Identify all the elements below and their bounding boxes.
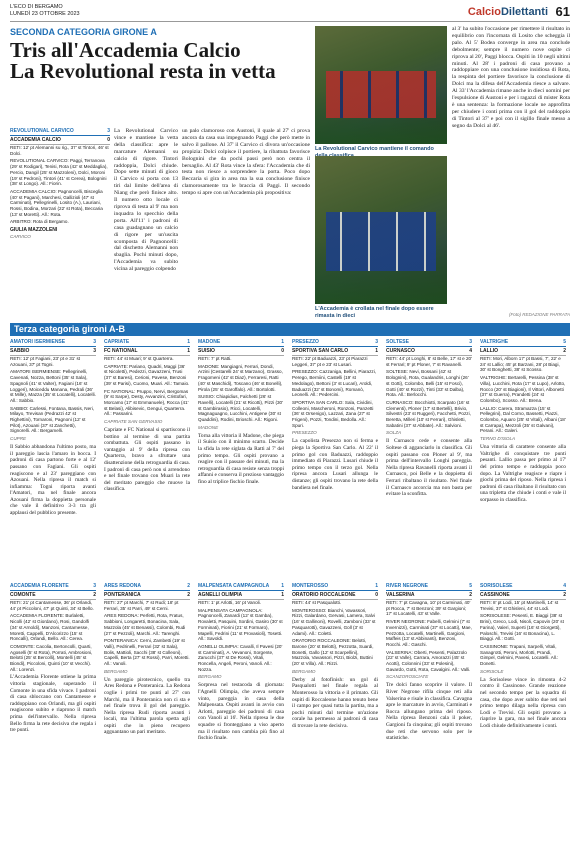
lineup-away: ORATORIO ROCCALEONE: Belotti, Barone (20' st Belotti), Pezzotta, Suardi, Bonetti, Gallo (12' st Scarpellini), Mazzola, Vavassori, Pizzi, Biolzi, Buttini (20' st Villa). All.: Rizzi. [292,638,374,667]
place: CAPRIATE SAN GERVASIO [104,419,163,425]
lineup-home: SORISOLESE: Pesenti, E. Biaggi (38' st Brini), Greco, Lodi, Nisoli, Capovin (20' st Farina), Valeri, Superti (16' st Giorgetti), Paloschi, Trevisi (16' st Bonacina), L. Biaggi. All.: Gotti. [480,613,564,642]
lineup-away: COMONTE: Cacolia, Bertoncolli, Quarti, Agoselli (5' st Rota), Porrati, Ambrosioni, Belotti (25' st Bercolli), Montelli (45' st Biondi), Piccoloni, Quinti (10' st Vecchi). All.: Lorenzi. [10,643,93,672]
score-home: RIVER NEGRONE 5 [386,583,472,589]
match-column [104,583,190,845]
lineup-home: SOLTESE: Nevi, Bossani (42' st Bolognini), Rota, Gualandris, Longhi (26' st Gotti), Colombo, Belli (15' st Fosci), Gotti (40' st Rozzi), Tinti (33' st Dalba), Rota. All.: Berlocchi. [386,369,469,398]
score-away: SPORTIVA SAN CARLO 1 [292,348,378,354]
photo-caption-1: La Revolutional Carvico mantiene il comando [315,146,434,152]
lineup-away: LALLIO: Carera, Stramazza (15' st Pellegrini), Dal Corno, Bassetti, Piazzi, Colombo, Aquaro (25' st Vitali), Albani (18' st Carrapa), Mezzoli (35' st Galvani), Perani. All.: Galeri. [480,405,566,434]
score-home: MADONE 1 [198,339,284,345]
match-report: Una vittoria di carattere consente alla Valtrighe di conquistare tre punti pesanti. Lallio passa per primo al 17' del primo tempo e raddoppia poco dopo. La Valtrighe reagisce e riapre i giochi prima del riposo. Nella ripresa i padroni di casa ribaltano il risultato con una tripletta che chiude i conti e vale il sorpasso in classifica. [480,444,566,503]
lineup-away: SUISIO: Chiapidius, Falchetti (26' st Ravelli), Locatelli (21' st Ricotti), Pizzi (30' st Gambirasio), Ricci, Locatelli, Magnaguagno, Lucchini, Antigene (30' st Quaddini), Rodini, Brioschi. All.: Rigoni. [198,394,283,423]
top-sidebar [10,128,110,312]
goals: RETI: 12' pt Alemanni su rig., 37' st Tintori, 46' st Dolci. [10,145,109,156]
match-column [104,339,190,577]
team-photo-2 [315,156,447,304]
lineup-away: AGNELLI OLIMPIA: Cavalli, Il Pavesi (20' st Carminati), A. Vevanoni, Sorgente, Zarucchi (37' st De Rossi), Vitali, Roncella, Angeli, Peroni, Vanoli. All.: Nozza. [198,643,283,672]
goals: RETI: 44' pt Longhi, 8' st Belle, 17' st e 20' st Ferrari; 9' pt Ploner, 7' st Ravanelli. [386,356,472,367]
score-away: ACCADEMIA CALCIO 0 [10,137,110,143]
goals: RETI: 1' pt Arlotti, 16' pt Vanoli. [198,600,261,605]
page-number: 61 [555,4,570,19]
score-away: COMONTE 2 [10,592,96,598]
lineup-home: ACCADEMIA FLORENTE: Burlaletti, Nicolli (42' st Giordano), Rosi, Gandolfi (34' st Arnoldi), Manzoni, Cantamesse, Moretti, Cappelli, D'Alcorizzo (15' st Roncalli), Orlandi, Bello. All.: Cerea. [10,613,90,642]
lineup-home: REVOLUTIONAL CARVICO: Paggi, Terranova (29' st Rodigari), Tenisi, Rota (42' st Meddaglia), Percio, Dangil (25' st Mazzoleni), Dolci, Moroni (19' st Pedroni), Tintori (41' st Cerea), Bolognini (38' st Longo). All.: Fiorin. [10,158,108,187]
score-away: PONTERANICA 2 [104,592,190,598]
category: SECONDA CATEGORIA GIRONE A [10,27,157,37]
lineup-away: VALSERINA: Oberti, Pesenti, Palazzolo (22' st Valle), Carrara, Amorazzi (45' st Acotti), Colonnini (33' st Polesini), Gavardo, Gotti, Rota, Cavalgini. All.: Valli. [386,649,471,672]
publication: L'ECO DI BERGAMO LUNEDÌ 23 OTTOBRE 2023 [10,4,80,17]
place: SORISOLE [480,668,504,674]
author: GIULIA MAZZOLENI [10,227,58,234]
match-column [292,339,378,577]
score-home: ARES REDONA 2 [104,583,190,589]
score-away: SUISIO 0 [198,348,284,354]
lineup-home: PRESEZZO: Cazzaniga, Bellini, Piarazzi, Perego, Berniini, Castelli (19' st Medolago), Bettoni (3' st Lucari), Aroldi, Baduazzi (32' st Bonomi), Romanò, Leonelli. All.: Pedercini. [292,369,376,398]
goals: RETI: 27' pt Marchi, 7' st Rudi; 18' pt Ferrari, 35' st Parri, 49' st Cerni. [104,600,179,611]
score-away: SABBIO 3 [10,348,96,354]
place: BERGAMO [104,668,128,674]
score-away: AGNELLI OLIMPIA 1 [198,592,284,598]
match-report: Il Curnasco cede e consente alla Soltese di agganciarlo in classifica. Gli ospiti passano con Ploner al 9', ma prima dell'intervallo Longhi pareggia. Nella ripresa Ravanelli riporta avanti il Curnasco, poi Belle e la doppietta di Ferrari ribaltano il risultato. Nel finale il Curnasco accorcia ma non basta per evitare la sconfitta. [386,438,472,498]
lineup-away: SABBIO: Carlessi, Fontana, Bassis, Neri, Milayo, Trevisan (Pedrazzi 42' st Righettini), Tornaroni, Pagnoni (12' st Pilot), Azouani (37' st Zanchetti), Signorelli. All.: Bergamelli. [10,405,94,434]
score-home: CAPRIATE 1 [104,339,190,345]
lineup-away: SPORTIVA SAN CARLO: Sala, Cividini, Colleoni, Mascheroni, Ronzoni, Panzetti (36' st Orsenigo), Lazzari, Zana (27' st Frigeni), Pozzi, Tondini, Bedolla. All.: Spuri. [292,399,374,428]
place: BERGAMO [198,674,222,680]
match-report: La capolista Presezzo non si ferma e piega la Sportiva San Carlo. Al 22' il primo gol con Baduazzi, raddoppio immediato di Piarazzi. Lusari chiude il primo tempo con il terzo gol. Nella ripresa ancora Lusari allunga le distanze; gli ospiti trovano la rete della bandiera nel finale. [292,438,378,491]
match-column [386,583,472,845]
match-report: Derby al fotofinish: un gol di Pasqualotti nel finale regala al Monterosso la vittoria e il primato. Gli ospiti di Roccaleone hanno tenuto bene il campo per quasi tutta la partita, ma a pochi minuti dal termine un'azione corale ha permesso ai padroni di casa di trovare la rete decisiva. [292,676,378,729]
lineup-home: ARES REDONA: Perfetti, Rota, Fratus, Sabbioni, Longaretti, Bonacina, Sala, Mazzola (45' st Benassi), Colombi, Rudi (27' st Pezzoli), Marchi. All.: Tarenghi. [104,613,186,636]
goals: RETI: 12' pt Fagiani, 23' pt e 31' st Azouani, 37' pt Togni. [10,356,81,367]
referee: ARBITRO: Rota di Bergamo. [10,219,69,225]
place: CUPRE [10,436,27,442]
match-column [480,339,566,577]
section-band: Terza categoria gironi A-B [10,323,570,336]
lineup-home: MONTEROSSO: Bianchi, Vavassori, Rizzi, Galardano, Gervasi, Lamera, Salvi (16' st Gallinoni), Rovelli, Zamboni (33' st Pasquarotti), Gavazzeni, Goll (3' st Adami). All.: Coletti. [292,607,376,636]
lineup-away: FC NATIONAL: Pruppo, Nervi, Bergomas (9' st Sarpe), Desty, Avvanzini, Cristofari, Morcamo (17' st Emmanuele), Rocca (41' st Belasi), Alibisevic, Gengui, Quarterra. All.: Passarini. [104,388,189,417]
place: BERGAMO [292,668,316,674]
score-home: VALTRIGHE 5 [480,339,566,345]
match-column [386,339,472,577]
score-away: ORATORIO ROCCALEONE 0 [292,592,378,598]
score-home: SOLTESE 3 [386,339,472,345]
match-column [198,583,284,845]
match-report: Tre dolci fanno scoprire il valore. Il River Negrone rifila cinque reti alla Valserina e risale in classifica. Cavagna apre le marcature in avvio, Carminati e Rocca allungano prima del riposo. Nella ripresa Benzoni cala il poker, Gargioni fa cinquina; gli ospiti trovano due reti che servono solo per le statistiche. [386,682,472,742]
lineup-away: ACCADEMIA CALCIO: Pagnoncelli, Bisceglia (40' st Pagani), Marchesi, Gallizioli (47' st Carminati), Pellegrinelli, Losito (A.), Lauriani, Rossi, Bodina, Morzari (22' st Rota), Beccaria (13' st Moretti). All.: Rota. [10,188,103,217]
match-column [198,339,284,577]
goals: RETI: 44' st Pasqualotti. [292,600,342,605]
place: SOLZA [386,430,402,436]
goals: RETI: 7' pt Ratti. [198,356,232,361]
lineup-away: CURNASCO: Bocchiotti, Scarpato (16' st Clementi), Ploner (17' st Bertelli), Brivio, Silvestri (23' st Ruggeri), Facchetti, Pozzi, Beretta, Milleri (10' st Ferrari), Ghisletti, Sabatini (37' st Abbate). All.: Salvioni. [386,399,471,428]
match-report: La Sorisolese vince in rimonta 4-2 contro il Cassinone. Grande reazione nel secondo tempo per la squadra di casa, che dopo aver subito due reti nel primo tempo dilaga nella ripresa con Lodi e Trevisi. Gli ospiti provano a riaprire la gara, ma nel finale ancora Lodi chiude definitivamente i conti. [480,676,566,729]
match-column [10,339,96,577]
score-home: REVOLUTIONAL CARVICO 3 [10,128,110,134]
lineup-home: VALTRIGHE: Bertarelli, Pessina (38' st Villa), Lucchini, Rota (17' st Lupo), Arlotto, Rocco (20' st Biagioni), Il Vittori, Albonetti (37' st Guerra), Prandetti (24' st Colombo), Scosso. All.: Brena. [480,375,566,403]
goals: RETI: 21' pt Cantamesse, 36' pt Orlandi, 44' pt Piccoloni, 47' pt Quinti, 34' st Bello. [10,600,94,611]
place: PRESEZZO [292,430,317,436]
score-home: AMATORI ISERMIENSE 3 [10,339,96,345]
score-away: FC NATIONAL 1 [104,348,190,354]
article-col-3: al 3' ha subito l'occasione per rimettere il risultato in equilibrio con l'incornata di Losito che scheggia il palo. Al 5' Bodea converge in area ma conclude debolmente; sempre il numero nove ospite ci riprova al 20', Paggi blocca. Ospiti in 10 negli ultimi minuti. Al 28' i padroni di casa provano a raddoppiare con una conclusione insidiosa di Rota, la respinta del portiere favorisce la conclusione di Dolci ma la difesa dell'Accademia riesce a salvare. Al 33' l'Accademia rimane anche in dieci uomini per l'espulsione di Austoni e per i ragazzi di mister Rota è una sentenza: la formazione locale ne approfitta per chiudere i conti prima con il gol del raddoppio di Tintori al 37' e poi con il sigillo finale messo a segno da Dolci al 46'. [452,26,570,129]
place: MADONE [198,424,219,430]
photo-credit: (Foto) REDAZIONE PARRATA [508,312,570,317]
place: TERNO D'ISOLA [480,436,516,442]
match-report: Capriate e FC National si spartiscono il bottino al termine di una partita combattuta. Gli ospiti passano in vantaggio al 9' della ripresa con Quarterra, bravo a sfruttare una disattenzione della retroguardia di casa. I padroni di casa però non si arrendono e nel finale trovano con Muari la rete del meritato pareggio che muove la classifica. [104,427,190,493]
score-home: MALPENSATA CAMPAGNOLA 1 [198,583,284,589]
lineup-home: MADONE: Mangiagni, Ferrari, Dondi, Arzini (Cestarelli 24' st Marzano), Grasso, Fragomeni (42' st Diaz), Ferraresi, Ratti (40' st Maschidi), Toscano (46' st Bonelli), Pirola (25' st Garoffalo). All.: Bortolotti. [198,363,283,392]
match-report: Sorpresa nel testacoda di giornata: l'Agnelli Olimpia, che aveva sempre vinto, pareggia in casa della Malpensata. Ospiti avanti in avvio con Arlotti, pareggio dei padroni di casa con Vanoli al 16'. Nella ripresa le due squadre si fronteggiano a viso aperto ma il risultato non cambia più fino al fischio finale. [198,682,284,742]
score-home: PRESEZZO 3 [292,339,378,345]
article-col-1: La Revolutional Carvico vince e mantiene la vetta della classifica: apre le marcature Alemanni su calcio di rigore. Tintori raddoppia, Dolci chiude. Dopo sette minuti di gioco il Carvico si porta con 13 tiri dal limite dell'area di Niang che però finisce alto. Il numero otto locale ci riprova di testa al 9' ma non inquadra lo specchio della porta. All'11' i padroni di casa guadagnano un calcio di rigore per un'uscita scomposta di Pagnoncelli: dal dischetto Alemanni non sbaglia. Pochi minuti dopo, l'Accademia va subito vicina al pareggio colpendo [114,128,178,273]
score-away: CURNASCO 4 [386,348,472,354]
lineup-away: PONTERANICA: Cerni, Zambetti (19' st Valli), Pedrinelli, Ferrari (32' st Sala), Bolis, Mattioli, Sacchi (38' st Colleoni), Capelli, Berta (27' st Rossi), Parri, Moretti. All.: Vanoli. [104,638,190,667]
section-title: CalcioDilettanti [467,6,548,18]
goals: RETI: Mori, Alborn 17' pt Bassi, 7', 22' e 24' st Lallio; 45' pt Barzani, 28' pt Biagi, 30' st Bonghetti, 38' st Scosso. [480,356,561,373]
lineup-home: MALPENSATA CAMPAGNOLA: Pagnoncelli, Zanardi (12' st Gamba), Rovaletti, Pasquini, Sordini, Gasiro (30' st Forminati), Fiorini (21' st Formaro), Mapelli, Fedrini (11' st Provasioli), Tosetti. All.: Savoldi. [198,607,283,642]
match-report: Il Sabbio abbandona l'ultimo posto, ma il pareggio lascia l'amaro in bocca. I padroni di casa partono forte e al 12' passano con Fagiani. Gli ospiti reagiscono e al 23' pareggiano con Azouani. Nella ripresa il match si infiamma: Togni riporta avanti l'Amatori, ma nel finale ancora Azouani firma la doppietta personale che vale il definitivo 3-3 tra gli applausi del pubblico presente. [10,444,96,517]
match-report: Un pareggio pirotecnico, quello tra Ares Redona e Ponteranica. La Redona coglie i primi tre punti al 27' con Marchi, ma il Ponteranica non ci sta e nel finale trova il gol del pareggio. Nella ripresa Rudi riporta avanti i locali, ma l'ultima parola spetta agli ospiti che in pieno recupero agguantano un pari meritato. [104,676,190,736]
place: CARVICO [10,234,31,240]
score-home: SORISOLESE 4 [480,583,566,589]
match-column [480,583,566,845]
goals: RETI: 7' pt Cavagna, 10' pt Carminati, 40' pt Rocca, 7' st Benzoni; 39' st Gargioni; 17' st Locatelli, 43' st Valle. [386,600,471,617]
place: SCANZOROSCIATE [386,674,429,680]
article-col-2: un palo clamoroso con Austoni, il quale al 27' ci prova ancora da casa sua impegnando Paggi che però mette in salvo il pallone. Al 37' il Carvico ci divora un'occasione propizia: Dolci colpisce il portiere, la ribattuta favorisce Bolognini che da pochi passi però non centra il bersaglio. Al 43' Rota vince la sfera: l'Accademia che di testa non riesce a sorprendere la porta. Poco dopo Beccaria si gira in area ma la sua conclusione finisce clamorosamente tra le braccia di Paggi. Il secondo tempo si apre con un'Accademia più propositiva: [182,128,310,197]
lineup-home: AMATORI ISERMIENSE: Pellegrinelli, Cavenati, Nozza, Bettoni (35' st Sala), Spagnoli (41' st Valter), Fagiani (16' st Loggeri), Moiceddu Manana, Pedrali (36' st Mille), Mazza (35' st Locatelli), Locatelli. All.: Sabbio. [10,369,96,403]
goals: RETI: 22' pt Baduazzi, 23' pt Piarazzi Leggeri, 37' pt e 23' st Lusari. [292,356,368,367]
lineup-away: CASSINONE: Trapani, Sarpelli, Vitali, Sanagrotti, Peroni, Morlotti, Prandi, Gimpel, Gelmini, Pavesi, Locatelli. All.: Donetti. [480,643,559,667]
match-report: L'Accademia Florente ottiene la prima vittoria stagionale, superando il Comonte in una sfida vivace. I padroni di casa sbloccano con Cantamesse e raddoppiano con Orlandi, ma gli ospiti reagiscono subito e riaprono il match prima dell'intervallo. Nella ripresa Bello firma la rete decisiva che regala i tre punti. [10,674,96,734]
goals: RETI: 44' st Muari; 9' st Quarterra. [104,356,174,361]
team-photo-1 [315,26,447,144]
masthead [10,4,570,22]
score-home: ACCADEMIA FLORENTE 3 [10,583,96,589]
match-column [10,583,96,845]
match-column [292,583,378,845]
score-away: LALLIO 2 [480,348,566,354]
goals: RETI: 8' pt Lodi, 15' pt Martinelli, 14' st Trevisi, 37' st Ghisleni, 44' st Lodi. [480,600,559,611]
lineup-home: RIVER NEGRONE: Fabelli, Gelmini (7' st Invernizzi), Carminati (37' st Locatti), Mae, Pezzotta, Locatelli, Martinelli, Gargioni, Maffeis (13' st Abbinanti), Benzoni, Rocchi. All.: Gaschi. [386,619,472,647]
lineup-home: CAPRIATE: Pariano, Quadri, Maggi (36' st Nicoletti), Pedezzi, Gavazzeni, Trusi (37' st Baresi), Cerioni, Pavese, Benzoni (39' st Parisi), Cuomo, Muari. All.: Tamaio. [104,363,190,386]
headline: Tris all'Accademia Calcio La Revolutional resta in vetta [10,38,276,83]
photo-caption-2: L'Accademia è crollata nel finale dopo essere rimasta in dieci [315,306,434,319]
score-home: MONTEROSSO 1 [292,583,378,589]
score-away: CASSINONE 2 [480,592,566,598]
score-away: VALSERINA 2 [386,592,472,598]
match-report: Torna alla vittoria il Madone, che piega il Suisio con il minimo scarto. Decide la sfida la rete siglata da Ratti al 7' del primo tempo. Gli ospiti provano a reagire con il passare dei minuti, ma la retroguardia di casa resiste senza troppi affanni e conserva il prezioso vantaggio fino al triplice fischio finale. [198,432,284,485]
